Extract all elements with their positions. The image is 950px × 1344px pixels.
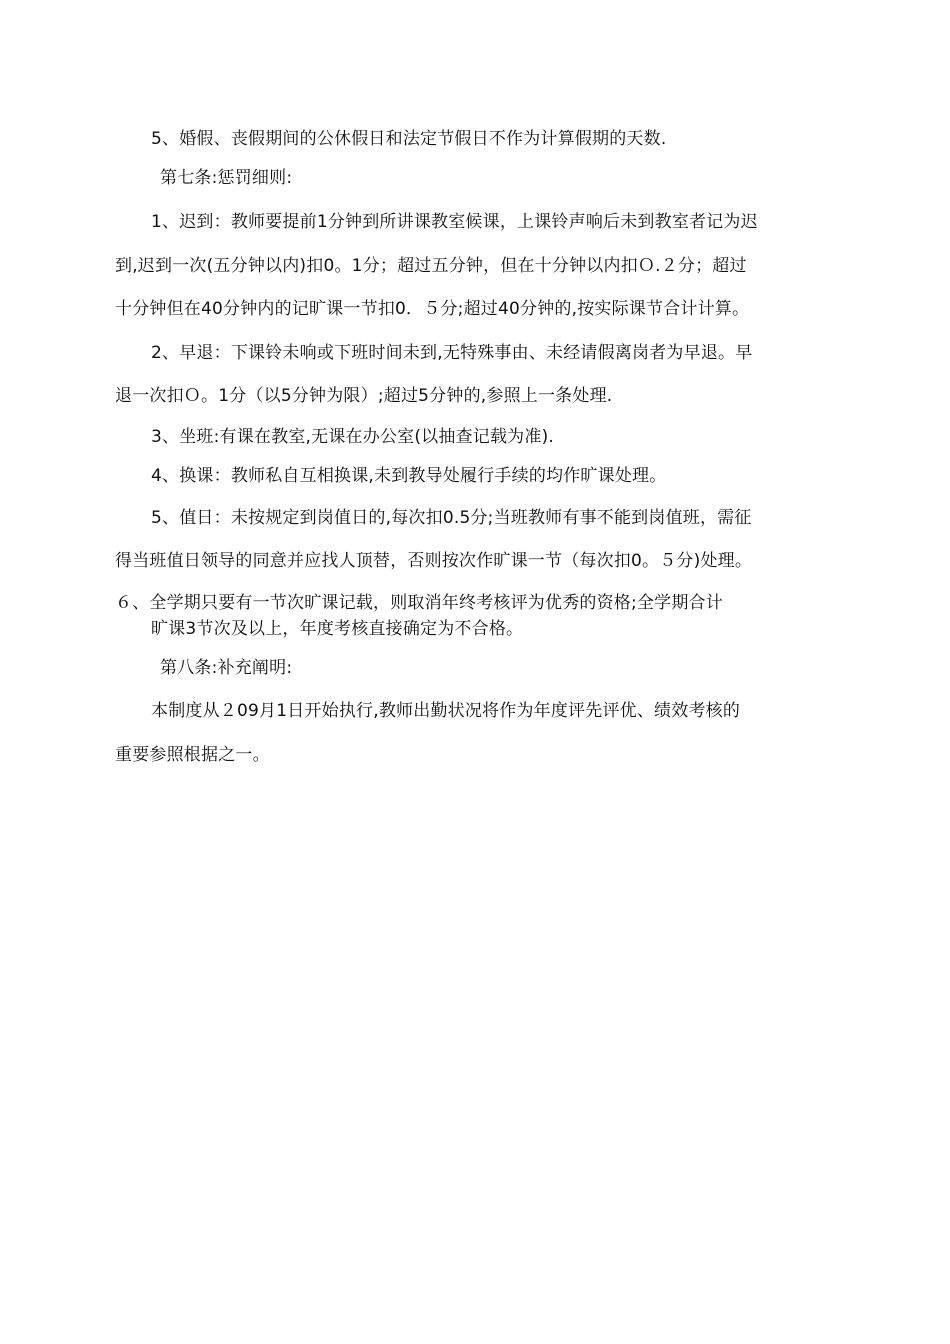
paragraph-early-leave-line-1: 2、早退：下课铃未响或下班时间未到,无特殊事由、未经请假离岗者为早退。早 (151, 343, 753, 363)
paragraph-duty-line-1: 5、值日：未按规定到岗值日的,每次扣0.5分;当班教师有事不能到岗值班，需征 (151, 508, 752, 528)
paragraph-late-arrival-line-2: 到,迟到一次(五分钟以内)扣0。1分；超过五分钟，但在十分钟以内扣Ｏ.２分；超过 (115, 256, 747, 276)
paragraph-effective-date-line-1: 本制度从２09月1日开始执行,教师出勤状况将作为年度评先评优、绩效考核的 (151, 701, 741, 721)
paragraph-early-leave-line-2: 退一次扣Ｏ。1分（以5分钟为限）;超过5分钟的,参照上一条处理. (115, 386, 613, 406)
heading-article-eight: 第八条:补充阐明: (160, 658, 293, 678)
heading-article-seven: 第七条:惩罚细则: (160, 168, 293, 188)
paragraph-marriage-leave-holidays: 5、婚假、丧假期间的公休假日和法定节假日不作为计算假期的天数. (151, 129, 667, 149)
paragraph-absence-line-2: 旷课3节次及以上，年度考核直接确定为不合格。 (151, 619, 524, 639)
paragraph-effective-date-line-2: 重要参照根据之一。 (115, 745, 270, 765)
paragraph-office-hours: 3、坐班:有课在教室,无课在办公室(以抽查记载为准). (151, 427, 555, 447)
paragraph-absence-line-1: ６、全学期只要有一节次旷课记载，则取消年终考核评为优秀的资格;全学期合计 (115, 593, 723, 613)
paragraph-class-swap: 4、换课：教师私自互相换课,未到教导处履行手续的均作旷课处理。 (151, 466, 667, 486)
paragraph-late-arrival-line-1: 1、迟到：教师要提前1分钟到所讲课教室候课，上课铃声响后未到教室者记为迟 (151, 212, 758, 232)
paragraph-late-arrival-line-3: 十分钟但在40分钟内的记旷课一节扣0．５分;超过40分钟的,按实际课节合计计算。 (115, 299, 750, 319)
paragraph-duty-line-2: 得当班值日领导的同意并应找人顶替，否则按次作旷课一节（每次扣0。５分)处理。 (115, 551, 753, 571)
